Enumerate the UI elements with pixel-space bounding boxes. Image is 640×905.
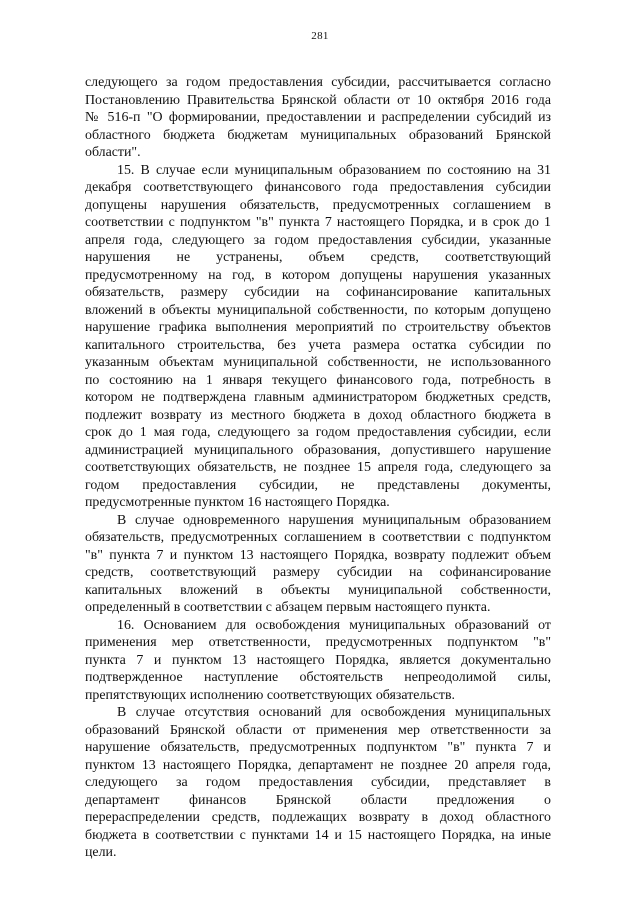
text-line: нарушение графика выполнения мероприятий по строительству объектов [85, 320, 551, 335]
text-line: срок до 1 мая года, следующего за годом предоставления субсидии, если [85, 425, 551, 440]
text-line: обязательств, предусмотренных соглашением в соответствии с подпунктом [85, 530, 551, 545]
text-line: котором не подтверждена главным администратором бюджетных средств, [85, 390, 551, 405]
text-line: нарушение обязательств, предусмотренных подпунктом "в" пункта 7 и [85, 740, 551, 755]
text-line: перераспределении средств, подлежащих возврату в доход областного [85, 810, 551, 825]
text-line: предусмотренному на год, в котором допущены нарушения указанных [85, 267, 551, 283]
text-line: бюджета в соответствии с пунктами 14 и 15 настоящего Порядка, на иные [85, 827, 551, 843]
text-line: апреля года, следующего за годом предоставления субсидии, указанные [85, 232, 551, 248]
text-line: департамент финансов Брянской области предложения о [85, 792, 551, 808]
text-line: пункта 7 и пунктом 13 настоящего Порядка, является документально [85, 652, 551, 668]
text-line: Постановлению Правительства Брянской области от 10 октября 2016 года [85, 92, 551, 108]
text-line: указанным объектам муниципальной собственности, не использованного [85, 355, 551, 370]
text-line: области". [85, 145, 141, 160]
text-line: цели. [85, 845, 117, 860]
text-line: годом предоставления субсидии, не представлены документы, [85, 477, 551, 493]
paragraph-first-line: В случае одновременного нарушения муниципальным образованием [117, 512, 551, 528]
text-line: следующего за годом предоставления субсидии, рассчитывается согласно [85, 75, 551, 90]
text-line: декабря соответствующего финансового года предоставления субсидии [85, 180, 551, 195]
text-line: средств, соответствующий размеру субсидии на софинансирование [85, 565, 551, 580]
text-line: № 516-п "О формировании, предоставлении и распределении субсидий из [85, 110, 551, 125]
text-line: капитального строительства, без учета размера остатка субсидии по [85, 337, 551, 353]
text-line: допущены нарушения обязательств, предусмотренных соглашением в [85, 197, 551, 213]
text-line: определенный в соответствии с абзацем первым настоящего пункта. [85, 600, 491, 615]
text-line: нарушения не устранены, объем средств, соответствующий [85, 250, 551, 265]
text-line: применения мер ответственности, предусмотренных подпунктом "в" [85, 635, 551, 650]
paragraph-first-line: 16. Основанием для освобождения муниципальных образований от [117, 617, 551, 633]
text-line: следующего за годом предоставления субсидии, представляет в [85, 775, 551, 790]
text-line: соответствии с подпунктом "в" пункта 7 настоящего Порядка, и в срок до 1 [85, 215, 551, 230]
text-line: подтвержденное наступление обстоятельств непреодолимой силы, [85, 670, 551, 685]
text-line: пунктом 13 настоящего Порядка, департамент не позднее 20 апреля года, [85, 757, 551, 773]
paragraph-first-line: В случае отсутствия оснований для освобождения муниципальных [117, 705, 551, 720]
text-line: администрацией муниципального образования, допустившего нарушение [85, 442, 551, 458]
text-line: обязательств, размеру субсидии на софинансирование капитальных [85, 285, 551, 300]
text-line: капитальных вложений в объекты муниципальной собственности, [85, 582, 551, 598]
page-number: 281 [311, 30, 329, 42]
text-line: препятствующих исполнению соответствующих обязательств. [85, 687, 455, 703]
paragraph-first-line: 15. В случае если муниципальным образованием по состоянию на 31 [117, 162, 551, 178]
text-line: "в" пункта 7 и пунктом 13 настоящего Порядка, возврату подлежит объем [85, 547, 551, 563]
text-line: областного бюджета бюджетам муниципальных образований Брянской [85, 127, 551, 143]
text-line: предусмотренные пунктом 16 настоящего Порядка. [85, 495, 390, 510]
text-line: вложений в объекты муниципальной собственности, по которым допущено [85, 302, 551, 318]
text-line: по состоянию на 1 января текущего финансового года, потребность в [85, 372, 551, 388]
text-line: соответствующих обязательств, не позднее 15 апреля года, следующего за [85, 460, 551, 475]
text-line: подлежит возврату из местного бюджета в доход областного бюджета в [85, 407, 551, 423]
document-body [85, 74, 551, 862]
text-line: образований Брянской области от применения мер ответственности за [85, 722, 551, 738]
